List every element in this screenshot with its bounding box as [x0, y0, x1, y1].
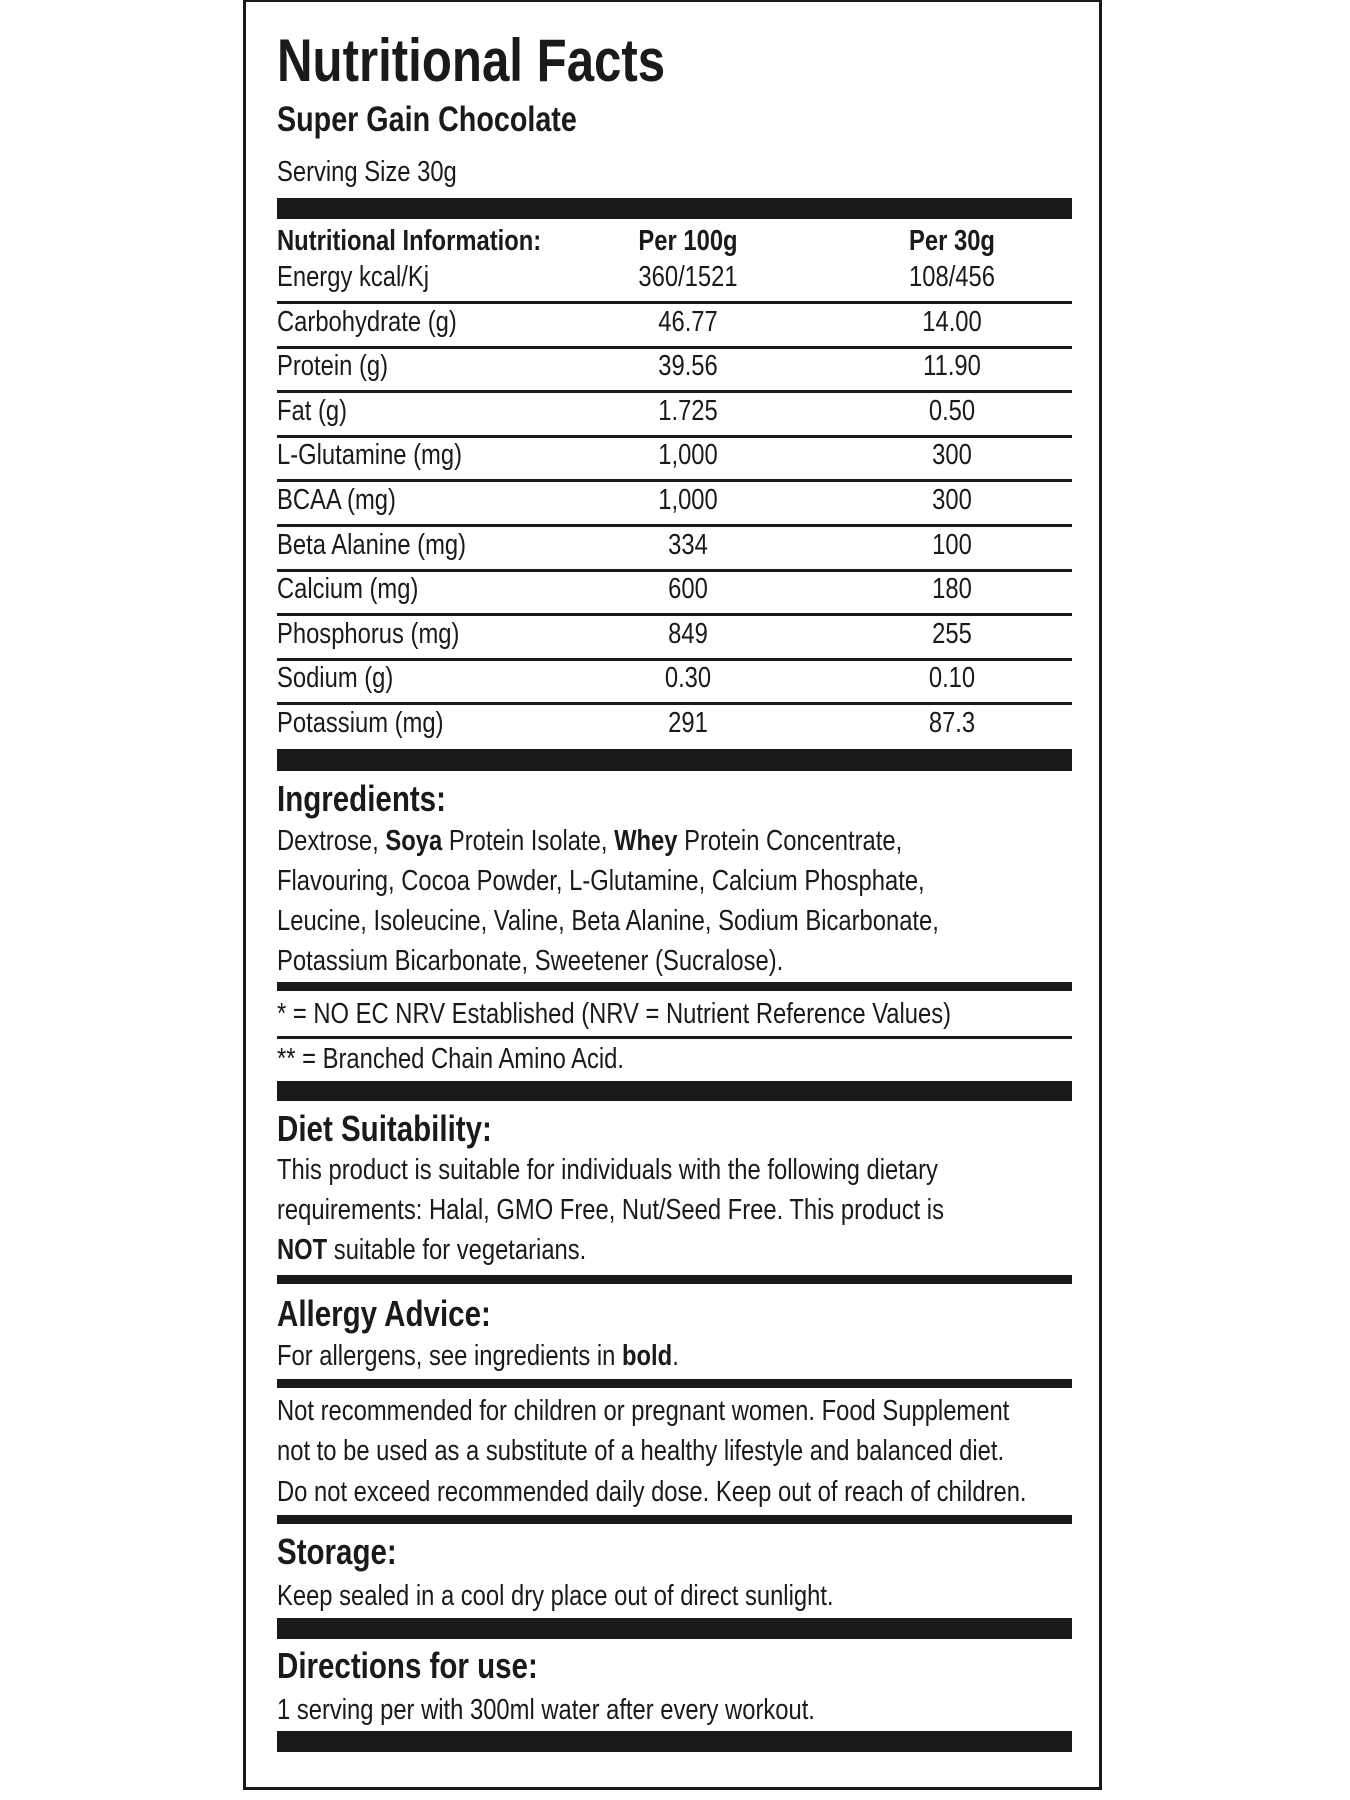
value-per-30g: 11.90 — [923, 350, 981, 383]
diet-heading: Diet Suitability: — [277, 1108, 492, 1149]
value-per-30g: 300 — [932, 439, 972, 472]
value-per-30g: 180 — [932, 573, 972, 606]
divider-band — [277, 198, 1072, 219]
value-per-100g: 291 — [668, 707, 708, 739]
divider-band — [277, 1515, 1072, 1524]
warning-line: Do not exceed recommended daily dose. Keep out of reach of children. — [277, 1476, 1027, 1508]
value-per-30g: 0.10 — [928, 662, 976, 695]
value-per-30g: 0.50 — [928, 394, 976, 427]
value-per-30g: 87.3 — [928, 707, 976, 739]
warning-line: Not recommended for children or pregnant women. Food Supplement — [277, 1395, 1010, 1427]
nutrient-name: BCAA (mg) — [277, 484, 396, 516]
table-header-per100: Per 100g — [638, 225, 738, 257]
value-per-100g: 334 — [668, 528, 708, 561]
storage-text: Keep sealed in a cool dry place out of direct sunlight. — [277, 1580, 834, 1612]
diet-not-emphasis: NOT — [277, 1234, 328, 1266]
ingredients-heading: Ingredients: — [277, 778, 446, 819]
value-per-100g: 360/1521 — [638, 261, 738, 293]
table-header-nutrient: Nutritional Information: — [277, 225, 542, 257]
ingredients-line: Flavouring, Cocoa Powder, L-Glutamine, Calcium Phosphate, — [277, 865, 925, 897]
directions-text: 1 serving per with 300ml water after every workout. — [277, 1694, 815, 1726]
ingredients-line: Potassium Bicarbonate, Sweetener (Sucralose). — [277, 945, 784, 977]
divider-band — [277, 1081, 1072, 1101]
row-divider — [277, 346, 1072, 349]
value-per-100g: 0.30 — [664, 662, 712, 695]
row-divider — [277, 435, 1072, 438]
nutrient-name: Beta Alanine (mg) — [277, 528, 467, 561]
value-per-100g: 46.77 — [658, 305, 718, 338]
row-divider — [277, 569, 1072, 572]
nutrient-name: Sodium (g) — [277, 662, 394, 695]
nutrient-name: Potassium (mg) — [277, 707, 444, 739]
nutrient-name: Carbohydrate (g) — [277, 305, 457, 338]
warning-line: not to be used as a substitute of a healthy lifestyle and balanced diet. — [277, 1435, 1005, 1467]
serving-size: Serving Size 30g — [277, 156, 457, 188]
nutrient-name: Energy kcal/Kj — [277, 261, 429, 293]
storage-heading: Storage: — [277, 1531, 397, 1572]
ingredients-line — [277, 821, 902, 862]
row-divider — [277, 390, 1072, 393]
ingredient-text: Protein Isolate, — [442, 825, 615, 857]
allergy-text — [277, 1336, 679, 1377]
divider-band — [277, 1731, 1072, 1752]
ingredient-text: Protein Concentrate, — [677, 825, 903, 857]
allergy-text-part: . — [672, 1340, 679, 1372]
diet-text-line: requirements: Halal, GMO Free, Nut/Seed Free. This product is — [277, 1194, 944, 1226]
diet-text: suitable for vegetarians. — [327, 1234, 587, 1266]
value-per-30g: 108/456 — [909, 261, 995, 293]
value-per-100g: 1,000 — [658, 484, 718, 516]
ingredients-line: Leucine, Isoleucine, Valine, Beta Alanine, Sodium Bicarbonate, — [277, 905, 939, 937]
page-title: Nutritional Facts — [277, 27, 666, 94]
footnote-nrv: * = NO EC NRV Established (NRV = Nutrient Reference Values) — [277, 998, 952, 1030]
diet-text-line — [277, 1230, 586, 1271]
ingredient-text: Dextrose, — [277, 825, 386, 857]
directions-heading: Directions for use: — [277, 1645, 538, 1686]
table-header-per30: Per 30g — [909, 225, 995, 257]
value-per-30g: 100 — [932, 528, 972, 561]
nutrient-name: L-Glutamine (mg) — [277, 439, 463, 472]
footnote-bcaa: ** = Branched Chain Amino Acid. — [277, 1043, 625, 1075]
row-divider — [277, 658, 1072, 661]
divider-band — [277, 1275, 1072, 1284]
allergy-bold-word: bold — [622, 1340, 673, 1372]
row-divider — [277, 479, 1072, 482]
row-divider — [277, 613, 1072, 616]
value-per-100g: 600 — [668, 573, 708, 606]
value-per-100g: 39.56 — [658, 350, 718, 383]
divider-band — [277, 1379, 1072, 1388]
nutrient-name: Phosphorus (mg) — [277, 617, 460, 650]
nutrient-name: Calcium (mg) — [277, 573, 419, 606]
divider-band — [277, 749, 1072, 771]
row-divider — [277, 301, 1072, 304]
allergen-soya: Soya — [385, 825, 443, 857]
allergy-text-part: For allergens, see ingredients in — [277, 1340, 623, 1372]
value-per-100g: 849 — [668, 617, 708, 650]
value-per-30g: 300 — [932, 484, 972, 516]
row-divider — [277, 702, 1072, 705]
nutrient-name: Fat (g) — [277, 394, 348, 427]
allergen-whey: Whey — [614, 825, 678, 857]
divider-band — [277, 1618, 1072, 1639]
value-per-30g: 14.00 — [922, 305, 982, 338]
diet-text-line: This product is suitable for individuals with the following dietary — [277, 1154, 938, 1186]
allergy-heading: Allergy Advice: — [277, 1293, 491, 1334]
nutrient-name: Protein (g) — [277, 350, 389, 383]
value-per-100g: 1.725 — [658, 394, 718, 427]
row-divider — [277, 524, 1072, 527]
value-per-30g: 255 — [932, 617, 972, 650]
divider-band — [277, 982, 1072, 991]
value-per-100g: 1,000 — [658, 439, 718, 472]
product-name: Super Gain Chocolate — [277, 100, 577, 139]
